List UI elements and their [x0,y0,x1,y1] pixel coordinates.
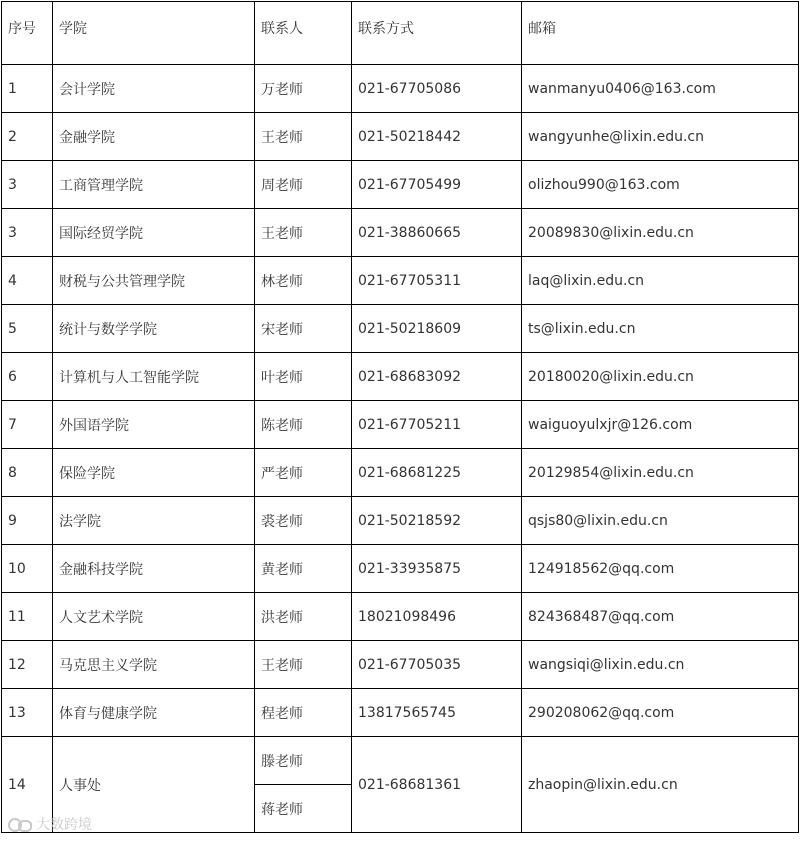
cell-college: 人事处 [53,737,255,833]
cell-email: olizhou990@163.com [522,161,799,209]
cell-no: 3 [2,161,53,209]
cell-phone: 021-50218442 [352,113,522,161]
cell-phone: 021-38860665 [352,209,522,257]
cell-email: 824368487@qq.com [522,593,799,641]
cell-contact: 王老师 [255,209,352,257]
cell-contact: 严老师 [255,449,352,497]
cell-no: 8 [2,449,53,497]
table-row [2,449,799,497]
header-cell-email: 邮箱 [522,2,799,65]
cell-college: 财税与公共管理学院 [53,257,255,305]
watermark [6,814,92,834]
cell-email: 124918562@qq.com [522,545,799,593]
cell-email: wanmanyu0406@163.com [522,65,799,113]
cell-phone: 021-68681361 [352,737,522,833]
table-row [2,257,799,305]
cell-contact: 黄老师 [255,545,352,593]
cell-phone: 021-67705035 [352,641,522,689]
cell-contact: 蒋老师 [255,785,352,833]
cell-contact: 王老师 [255,641,352,689]
table-row [2,737,799,785]
cell-email: wangsiqi@lixin.edu.cn [522,641,799,689]
cell-email: qsjs80@lixin.edu.cn [522,497,799,545]
cell-college: 计算机与人工智能学院 [53,353,255,401]
cell-college: 会计学院 [53,65,255,113]
cell-contact: 林老师 [255,257,352,305]
table-header-row [2,2,799,65]
cell-contact: 洪老师 [255,593,352,641]
cell-no: 11 [2,593,53,641]
cell-no: 13 [2,689,53,737]
cell-college: 法学院 [53,497,255,545]
cell-no: 9 [2,497,53,545]
table-row [2,65,799,113]
table-row [2,545,799,593]
cell-contact: 滕老师 [255,737,352,785]
cell-phone: 021-67705211 [352,401,522,449]
cell-no: 3 [2,209,53,257]
table-row [2,497,799,545]
cell-no: 5 [2,305,53,353]
cell-college: 工商管理学院 [53,161,255,209]
cell-no: 2 [2,113,53,161]
cell-no: 4 [2,257,53,305]
cell-contact: 王老师 [255,113,352,161]
cell-email: laq@lixin.edu.cn [522,257,799,305]
cell-contact: 叶老师 [255,353,352,401]
cell-phone: 021-68683092 [352,353,522,401]
cell-no: 7 [2,401,53,449]
cell-no: 14 [2,737,53,833]
cell-phone: 021-67705311 [352,257,522,305]
cell-contact: 宋老师 [255,305,352,353]
table-row [2,161,799,209]
header-cell-contact: 联系人 [255,2,352,65]
table-row [2,209,799,257]
cell-phone: 021-67705499 [352,161,522,209]
cell-phone: 18021098496 [352,593,522,641]
cell-no: 6 [2,353,53,401]
table-row [2,305,799,353]
cell-no: 12 [2,641,53,689]
cell-college: 保险学院 [53,449,255,497]
cell-phone: 021-68681225 [352,449,522,497]
cell-phone: 021-50218592 [352,497,522,545]
cell-college: 国际经贸学院 [53,209,255,257]
cell-email: ts@lixin.edu.cn [522,305,799,353]
cell-college: 马克思主义学院 [53,641,255,689]
cell-contact: 裘老师 [255,497,352,545]
header-cell-phone: 联系方式 [352,2,522,65]
cell-email: waiguoyulxjr@126.com [522,401,799,449]
contacts-table [1,1,799,833]
cell-email: wangyunhe@lixin.edu.cn [522,113,799,161]
header-cell-college: 学院 [53,2,255,65]
cell-phone: 021-50218609 [352,305,522,353]
cell-email: 290208062@qq.com [522,689,799,737]
cell-no: 10 [2,545,53,593]
cloud-logo-icon [6,815,32,833]
table-row [2,689,799,737]
cell-contact: 程老师 [255,689,352,737]
cell-email: zhaopin@lixin.edu.cn [522,737,799,833]
header-cell-no: 序号 [2,2,53,65]
cell-no: 1 [2,65,53,113]
cell-contact: 周老师 [255,161,352,209]
watermark-text: 大数跨境 [36,817,92,833]
table-row [2,113,799,161]
cell-email: 20089830@lixin.edu.cn [522,209,799,257]
cell-phone: 021-33935875 [352,545,522,593]
cell-email: 20129854@lixin.edu.cn [522,449,799,497]
table-row [2,401,799,449]
cell-college: 金融科技学院 [53,545,255,593]
cell-college: 金融学院 [53,113,255,161]
cell-college: 体育与健康学院 [53,689,255,737]
cell-email: 20180020@lixin.edu.cn [522,353,799,401]
cell-contact: 万老师 [255,65,352,113]
cell-contact: 陈老师 [255,401,352,449]
cell-phone: 13817565745 [352,689,522,737]
cell-college: 统计与数学学院 [53,305,255,353]
table-row [2,641,799,689]
cell-phone: 021-67705086 [352,65,522,113]
cell-college: 人文艺术学院 [53,593,255,641]
table-row [2,353,799,401]
cell-college: 外国语学院 [53,401,255,449]
table-row [2,593,799,641]
